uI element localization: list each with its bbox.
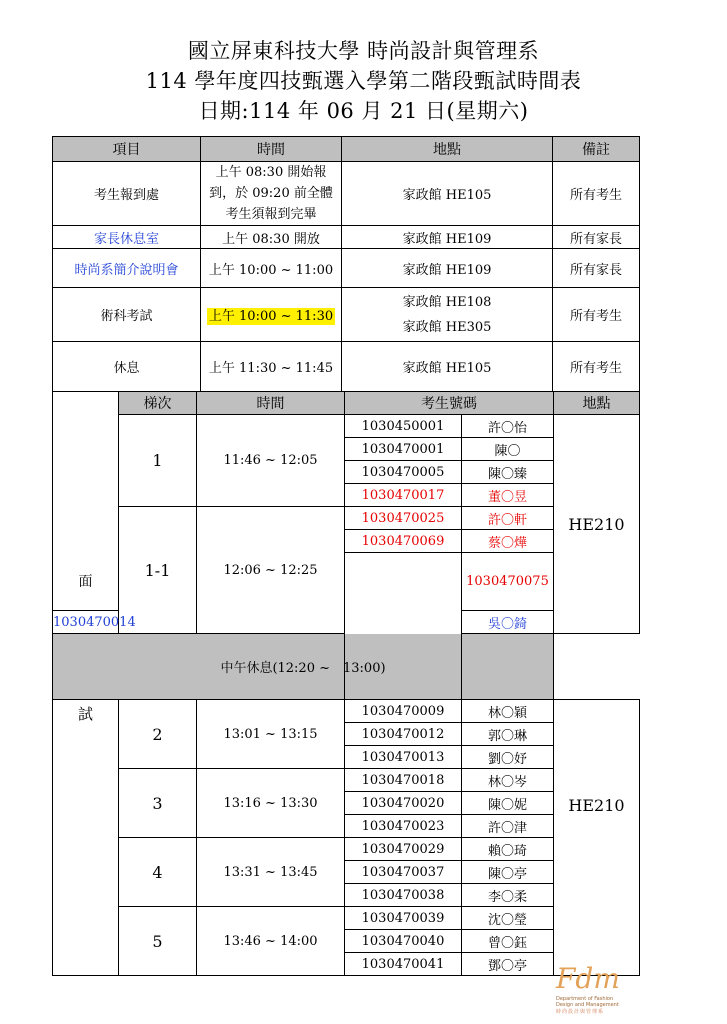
candidate-name: 吳〇錡 <box>462 611 554 634</box>
candidate-name: 陳〇妮 <box>462 792 554 815</box>
candidate-name: 董〇昱 <box>462 484 554 507</box>
candidate-name: 陳〇 <box>462 438 554 461</box>
col-header-candidate: 考生號碼 <box>345 392 554 415</box>
batch-number: 1 <box>119 415 197 507</box>
candidate-id: 1030470018 <box>345 769 462 792</box>
location-morning: HE210 <box>554 415 640 634</box>
col-header-item: 項目 <box>53 137 201 162</box>
side-label-char: 面 <box>78 574 93 590</box>
batch-number: 3 <box>119 769 197 838</box>
interview-side-label-bottom <box>53 700 119 976</box>
table-row <box>53 507 640 530</box>
candidate-id: 1030470037 <box>345 861 462 884</box>
col-header-location: 地點 <box>554 392 640 415</box>
table-row <box>53 288 640 342</box>
place-checkin: 家政館 HE105 <box>342 162 553 226</box>
side-label-char: 試 <box>77 705 93 723</box>
lunch-break: 中午休息(12:20 ~ 13:00) <box>53 634 554 700</box>
table-row <box>53 634 640 700</box>
table-row <box>53 415 640 438</box>
interview-table <box>52 391 640 976</box>
title-line-school: 國立屏東科技大學 時尚設計與管理系 <box>187 39 540 63</box>
candidate-id: 1030470001 <box>345 438 462 461</box>
candidate-name: 許〇怡 <box>462 415 554 438</box>
col-header-note: 備註 <box>553 137 640 162</box>
candidate-name: 曾〇鈺 <box>462 930 554 953</box>
place-line: 家政館 HE305 <box>402 319 492 335</box>
item-checkin: 考生報到處 <box>53 162 201 226</box>
table-row <box>53 838 640 861</box>
candidate-id: 1030470075 <box>462 553 554 611</box>
candidate-name: 李〇柔 <box>462 884 554 907</box>
place-info-session: 家政館 HE109 <box>342 249 553 288</box>
time-break: 上午 11:30 ~ 11:45 <box>201 342 342 392</box>
title-line-schedule: 114 學年度四技甄選入學第二階段甄試時間表 <box>145 69 582 93</box>
batch-number: 5 <box>119 907 197 976</box>
time-line: 上午 08:30 開始報 <box>215 165 327 180</box>
note-checkin: 所有考生 <box>553 162 640 226</box>
item-practical-exam: 術科考試 <box>53 288 201 342</box>
time-practical-exam <box>201 288 342 342</box>
time-info-session: 上午 10:00 ~ 11:00 <box>201 249 342 288</box>
batch-time: 11:46 ~ 12:05 <box>197 415 345 507</box>
col-header-time: 時間 <box>201 137 342 162</box>
col-header-slot-time: 時間 <box>197 392 345 415</box>
candidate-id: 1030470023 <box>345 815 462 838</box>
candidate-id: 1030470039 <box>345 907 462 930</box>
place-practical-exam <box>342 288 553 342</box>
batch-time: 12:06 ~ 12:25 <box>197 507 345 634</box>
candidate-name: 陳〇臻 <box>462 461 554 484</box>
interview-header-row <box>53 392 640 415</box>
candidate-id: 1030470012 <box>345 723 462 746</box>
col-header-place: 地點 <box>342 137 553 162</box>
candidate-id: 1030470005 <box>345 461 462 484</box>
candidate-id: 1030470009 <box>345 700 462 723</box>
table-row <box>53 342 640 392</box>
col-header-batch: 梯次 <box>119 392 197 415</box>
table-row <box>53 226 640 249</box>
location-text: HE210 <box>568 796 625 815</box>
item-info-session: 時尚系簡介說明會 <box>53 249 201 288</box>
candidate-id: 1030470013 <box>345 746 462 769</box>
time-line: 考生須報到完畢 <box>225 207 317 222</box>
candidate-id: 1030470029 <box>345 838 462 861</box>
candidate-name: 郭〇琳 <box>462 723 554 746</box>
place-break: 家政館 HE105 <box>342 342 553 392</box>
note-parent-lounge: 所有家長 <box>553 226 640 249</box>
candidate-id: 1030470014 <box>53 611 119 634</box>
batch-time: 13:46 ~ 14:00 <box>197 907 345 976</box>
candidate-id: 1030470069 <box>345 530 462 553</box>
place-line: 家政館 HE108 <box>402 294 492 310</box>
batch-number: 2 <box>119 700 197 769</box>
candidate-name: 陳〇亭 <box>462 861 554 884</box>
candidate-name: 許〇軒 <box>462 507 554 530</box>
candidate-name: 賴〇琦 <box>462 838 554 861</box>
candidate-name: 林〇穎 <box>462 700 554 723</box>
note-break: 所有考生 <box>553 342 640 392</box>
candidate-name: 林〇岑 <box>462 769 554 792</box>
candidate-id: 1030470038 <box>345 884 462 907</box>
document-title-block <box>0 36 727 126</box>
place-parent-lounge: 家政館 HE109 <box>342 226 553 249</box>
table-row <box>53 769 640 792</box>
candidate-name: 蔡〇燁 <box>462 530 554 553</box>
time-parent-lounge: 上午 08:30 開放 <box>201 226 342 249</box>
schedule-header-row <box>53 137 640 162</box>
highlighted-time: 上午 10:00 ~ 11:30 <box>208 309 334 324</box>
time-checkin <box>201 162 342 226</box>
note-info-session: 所有家長 <box>553 249 640 288</box>
logo-chinese-name: 時尚設計與管理系 <box>556 1009 605 1015</box>
batch-time: 13:31 ~ 13:45 <box>197 838 345 907</box>
candidate-id: 1030470041 <box>345 953 462 976</box>
batch-time: 13:01 ~ 13:15 <box>197 700 345 769</box>
table-row <box>53 700 640 723</box>
logo-mark: Fdm <box>556 962 620 995</box>
item-parent-lounge: 家長休息室 <box>53 226 201 249</box>
interview-side-label-top <box>53 392 119 611</box>
time-line: 到，於 09:20 前全體 <box>209 186 333 201</box>
candidate-name: 許〇津 <box>462 815 554 838</box>
candidate-id: 1030450001 <box>345 415 462 438</box>
location-afternoon <box>554 700 640 976</box>
table-row <box>53 249 640 288</box>
candidate-id: 1030470025 <box>345 507 462 530</box>
title-line-date: 日期:114 年 06 月 21 日(星期六) <box>198 99 529 123</box>
logo-subtitle: Department of Fashion Design and Management <box>556 996 619 1008</box>
candidate-name: 鄧〇亭 <box>462 953 554 976</box>
candidate-id: 1030470040 <box>345 930 462 953</box>
candidate-name: 劉〇妤 <box>462 746 554 769</box>
table-row <box>53 162 640 226</box>
batch-time: 13:16 ~ 13:30 <box>197 769 345 838</box>
batch-number: 4 <box>119 838 197 907</box>
department-logo <box>552 962 622 1014</box>
note-practical-exam: 所有考生 <box>553 288 640 342</box>
candidate-id: 1030470017 <box>345 484 462 507</box>
batch-number: 1-1 <box>119 507 197 634</box>
item-break: 休息 <box>53 342 201 392</box>
candidate-id: 1030470020 <box>345 792 462 815</box>
table-row <box>53 907 640 930</box>
candidate-name: 沈〇瑩 <box>462 907 554 930</box>
schedule-table <box>52 136 640 392</box>
